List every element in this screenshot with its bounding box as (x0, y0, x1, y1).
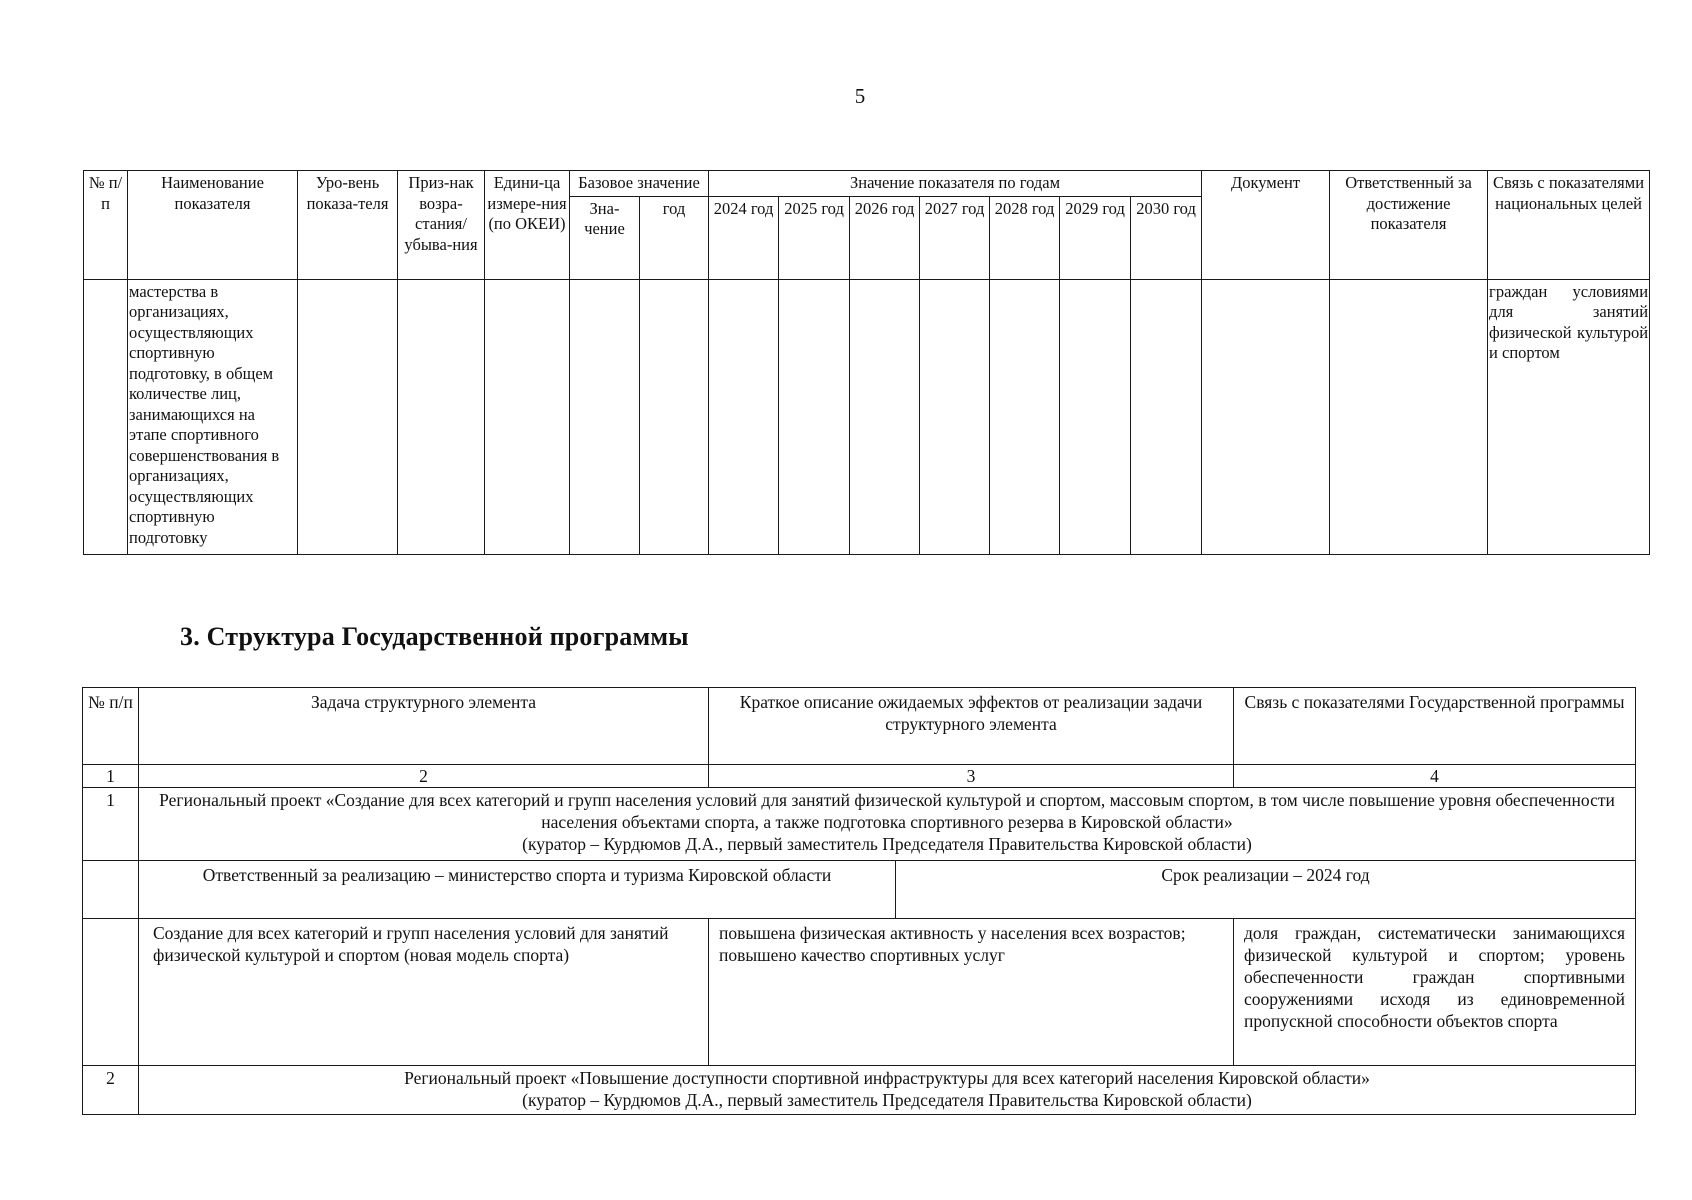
header-year-2026: 2026 год (850, 196, 920, 279)
column-numbers-row (83, 765, 1636, 788)
header-name: Наименование показателя (128, 171, 298, 280)
cell-2030 (1131, 279, 1202, 554)
header-base-year: год (640, 196, 709, 279)
project-title: Региональный проект «Повышение доступности спортивной инфраструктуры для всех категорий населения Кировской области» (404, 1068, 1370, 1088)
header-year-2025: 2025 год (779, 196, 850, 279)
header-num: № п/п (83, 688, 139, 765)
table-row (84, 279, 1650, 554)
task-text: Создание для всех категорий и групп населения условий для занятий физической культурой и спортом (новая модель спорта) (139, 919, 709, 1066)
cell-2024 (709, 279, 779, 554)
header-link: Связь с показателями национальных целей (1488, 171, 1650, 280)
cell-num (84, 279, 128, 554)
cell-responsible (1330, 279, 1488, 554)
header-level: Уро-вень показа-теля (298, 171, 398, 280)
cell-link: граждан условиями для занятий физической культурой и спортом (1488, 279, 1650, 554)
header-link: Связь с показателями Государственной программы (1234, 688, 1636, 765)
cell-2027 (920, 279, 990, 554)
header-effects: Краткое описание ожидаемых эффектов от реализации задачи структурного элемента (709, 688, 1234, 765)
cell-base-year (640, 279, 709, 554)
cell-document (1202, 279, 1330, 554)
header-year-2030: 2030 год (1131, 196, 1202, 279)
project-curator: (куратор – Курдюмов Д.А., первый заместитель Председателя Правительства Кировской области) (522, 1090, 1252, 1110)
cell-unit (485, 279, 570, 554)
header-years-group: Значение показателя по годам (709, 171, 1202, 197)
responsible-text: Ответственный за реализацию – министерство спорта и туризма Кировской области (139, 861, 896, 918)
structure-table (82, 687, 1636, 1115)
header-unit: Едини-ца измере-ния (по ОКЕИ) (485, 171, 570, 280)
col-number: 4 (1234, 765, 1636, 788)
project-title: Региональный проект «Создание для всех категорий и групп населения условий для занятий физической культурой и спортом, массовым спортом, в том числе повышение уровня обеспеченности населения объектами спорта, а также подготовка спортивного резерва в Кировской области» (159, 790, 1615, 832)
cell-trend (398, 279, 485, 554)
project-num: 1 (83, 788, 139, 861)
col-number: 1 (83, 765, 139, 788)
cell-2026 (850, 279, 920, 554)
header-base: Базовое значение (570, 171, 709, 197)
link-text: доля граждан, систематически занимающихся физической культурой и спортом; уровень обеспеченности граждан спортивными сооружениями исходя из единовременной пропускной способности объектов спорта (1234, 919, 1636, 1066)
task-row (83, 919, 1636, 1066)
cell-indicator-name: мастерства в организациях, осуществляющих спортивную подготовку, в общем количестве лиц, занимающихся на этапе спортивного совершенствования в организациях, осуществляющих спортивную подготовку (128, 279, 298, 554)
header-year-2028: 2028 год (990, 196, 1060, 279)
cell-base-value (570, 279, 640, 554)
header-base-value: Зна-чение (570, 196, 640, 279)
header-responsible: Ответственный за достижение показателя (1330, 171, 1488, 280)
page-number: 5 (854, 84, 866, 108)
header-year-2027: 2027 год (920, 196, 990, 279)
project-curator: (куратор – Курдюмов Д.А., первый заместитель Председателя Правительства Кировской области) (522, 834, 1252, 854)
project-row (83, 1066, 1636, 1115)
cell-level (298, 279, 398, 554)
header-task: Задача структурного элемента (139, 688, 709, 765)
project-cell (139, 1066, 1636, 1115)
period-text: Срок реализации – 2024 год (1161, 865, 1370, 885)
cell-2025 (779, 279, 850, 554)
header-year-2024: 2024 год (709, 196, 779, 279)
col-number: 2 (139, 765, 709, 788)
section-title: 3. Структура Государственной программы (180, 622, 689, 651)
header-num: № п/п (84, 171, 128, 280)
responsible-cell (139, 861, 1636, 919)
col-number: 3 (709, 765, 1234, 788)
cell-2029 (1060, 279, 1131, 554)
empty-num-cell (83, 861, 139, 919)
project-num: 2 (83, 1066, 139, 1115)
project-row (83, 788, 1636, 861)
indicator-table (83, 170, 1650, 555)
effects-text: повышена физическая активность у населения всех возрастов; повышено качество спортивных услуг (709, 919, 1234, 1066)
cell-2028 (990, 279, 1060, 554)
header-year-2029: 2029 год (1060, 196, 1131, 279)
responsible-row (83, 861, 1636, 919)
header-trend: Приз-нак возра-стания/ убыва-ния (398, 171, 485, 280)
project-cell (139, 788, 1636, 861)
header-document: Документ (1202, 171, 1330, 280)
empty-num-cell (83, 919, 139, 1066)
